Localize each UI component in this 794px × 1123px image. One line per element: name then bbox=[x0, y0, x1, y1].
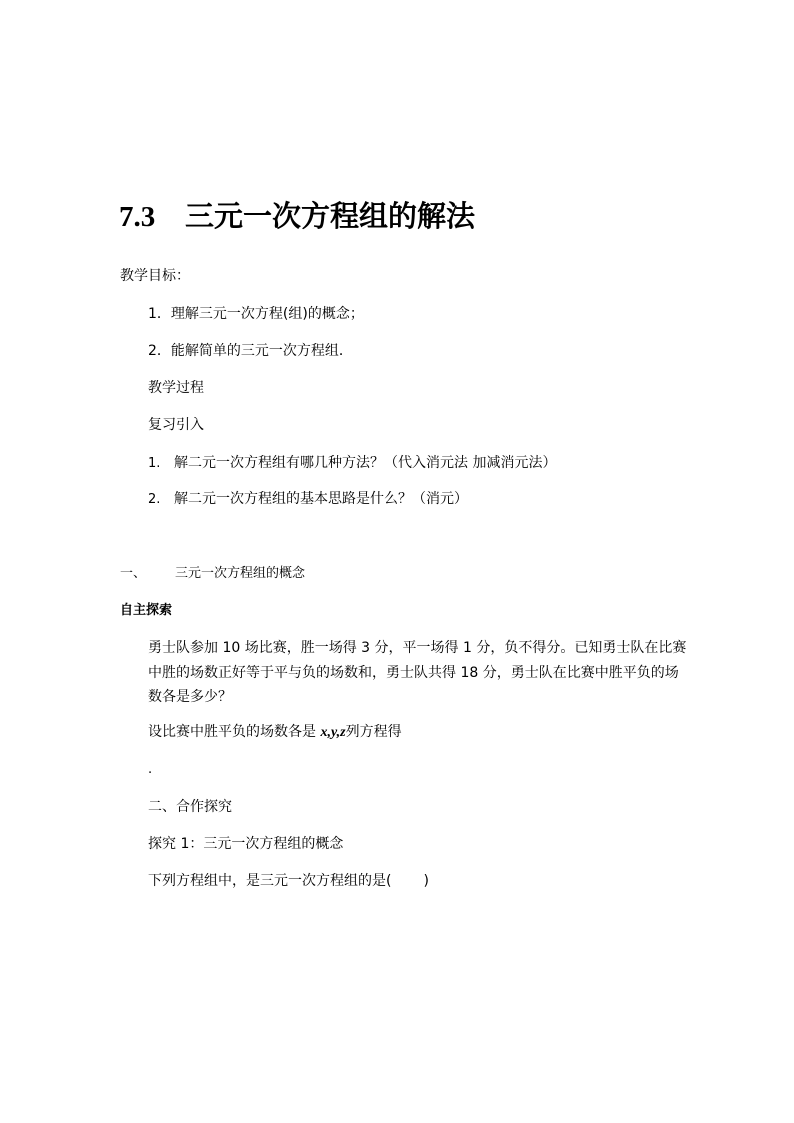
objective-number: 2． bbox=[148, 343, 171, 359]
review-text: 解二元一次方程组有哪几种方法？（代入消元法 加减消元法） bbox=[174, 455, 557, 471]
review-number: 1. bbox=[148, 456, 161, 471]
objective-number: 1． bbox=[148, 306, 171, 322]
process-heading: 教学过程 bbox=[148, 380, 204, 396]
review-text: 解二元一次方程组的基本思路是什么？（消元） bbox=[174, 491, 468, 507]
objective-text: 理解三元一次方程(组)的概念； bbox=[170, 306, 364, 322]
section-2-heading: 二、合作探究 bbox=[148, 799, 232, 815]
section-1-title: 三元一次方程组的概念 bbox=[175, 566, 306, 581]
placeholder-dot: . bbox=[148, 762, 153, 777]
section-1-heading bbox=[120, 564, 305, 584]
setup-prefix: 设比赛中胜平负的场数各是 bbox=[148, 724, 321, 740]
question-line bbox=[148, 871, 429, 891]
objective-text: 能解简单的三元一次方程组． bbox=[170, 343, 353, 359]
review-item bbox=[148, 453, 556, 474]
review-item bbox=[148, 489, 468, 510]
review-heading: 复习引入 bbox=[148, 417, 204, 433]
setup-line bbox=[148, 722, 402, 743]
setup-variables: x,y,z bbox=[320, 725, 346, 740]
objective-item bbox=[148, 341, 353, 361]
problem-paragraph: 勇士队参加 10 场比赛，胜一场得 3 分，平一场得 1 分，负不得分。已知勇士队在比赛中胜的场数正好等于平与负的场数和，勇士队共得 18 分，勇士队在比赛中胜平负的场数各是多少？ bbox=[148, 640, 687, 705]
question-prefix: 下列方程组中，是三元一次方程组的是( bbox=[148, 873, 392, 889]
setup-suffix: 列方程得 bbox=[345, 724, 402, 740]
title-number: 7.3 bbox=[119, 201, 156, 233]
objective-item bbox=[148, 304, 364, 324]
explore-1-heading: 探究 1：三元一次方程组的概念 bbox=[148, 836, 344, 852]
objectives-heading: 教学目标： bbox=[120, 268, 190, 284]
review-number: 2. bbox=[148, 492, 161, 507]
page-title bbox=[119, 196, 475, 237]
title-text: 三元一次方程组的解法 bbox=[185, 199, 476, 233]
self-explore-heading: 自主探索 bbox=[120, 603, 173, 618]
section-1-number: 一、 bbox=[120, 566, 147, 581]
question-suffix: ) bbox=[423, 873, 429, 889]
